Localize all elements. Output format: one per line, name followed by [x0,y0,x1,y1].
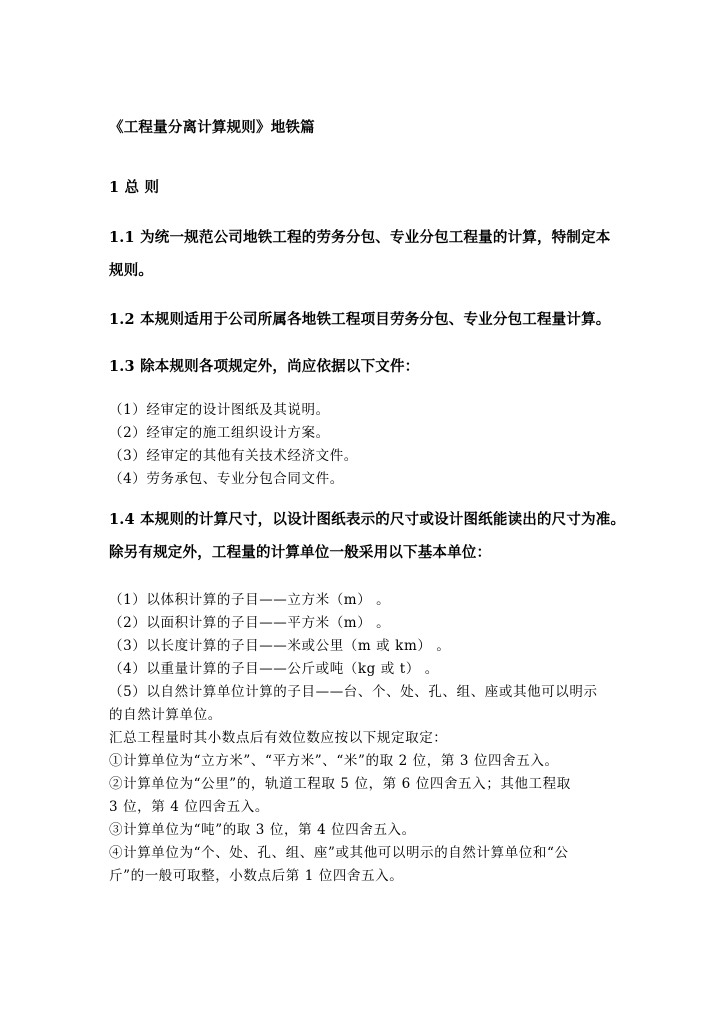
clause-1-4-line-2: 除另有规定外，工程量的计算单位一般采用以下基本单位： [109,544,492,561]
clause-1-3: 1.3 除本规则各项规定外，尚应依据以下文件： [109,358,420,375]
basis-document-item: （1）经审定的设计图纸及其说明。 [109,402,330,418]
clause-1-1-line-2: 规则。 [109,262,154,279]
basic-unit-item: （5）以自然计算单位计算的子目——台、个、处、孔、组、座或其他可以明示 [109,684,598,700]
rounding-rule-line: 3 位，第 4 位四舍五入。 [109,799,269,815]
basis-document-item: （4）劳务承包、专业分包合同文件。 [109,471,344,487]
basic-unit-item: （3）以长度计算的子目——米或公里（m 或 km） 。 [109,638,451,654]
clause-1-4-line-1: 1.4 本规则的计算尺寸，以设计图纸表示的尺寸或设计图纸能读出的尺寸为准。 [109,511,626,528]
rounding-rule-line: ③计算单位为“吨”的取 3 位，第 4 位四舍五入。 [109,822,416,838]
basic-unit-item: （1）以体积计算的子目——立方米（m） 。 [109,592,391,608]
clause-1-2: 1.2 本规则适用于公司所属各地铁工程项目劳务分包、专业分包工程量计算。 [109,311,611,328]
basic-unit-item: （4）以重量计算的子目——公斤或吨（kg 或 t） 。 [109,661,439,677]
rounding-rule-line: 斤”的一般可取整，小数点后第 1 位四舍五入。 [109,868,404,884]
rounding-rule-line: ②计算单位为“公里”的，轨道工程取 5 位，第 6 位四舍五入；其他工程取 [109,776,571,792]
basis-document-item: （3）经审定的其他有关技术经济文件。 [109,448,358,464]
basic-unit-item: 的自然计算单位。 [109,707,222,723]
basic-unit-item: （2）以面积计算的子目——平方米（m） 。 [109,615,391,631]
rounding-rule-line: 汇总工程量时其小数点后有效位数应按以下规定取定： [109,730,448,746]
rounding-rule-line: ④计算单位为“个、处、孔、组、座”或其他可以明示的自然计算单位和“公 [109,845,569,861]
basis-document-item: （2）经审定的施工组织设计方案。 [109,425,330,441]
rounding-rule-line: ①计算单位为“立方米”、“平方米”、“米”的取 2 位，第 3 位四舍五入。 [109,753,559,769]
clause-1-1-line-1: 1.1 为统一规范公司地铁工程的劳务分包、专业分包工程量的计算，特制定本 [109,229,611,246]
section-1-heading: 1 总 则 [109,179,160,196]
document-title: 《工程量分离计算规则》地铁篇 [109,119,315,136]
